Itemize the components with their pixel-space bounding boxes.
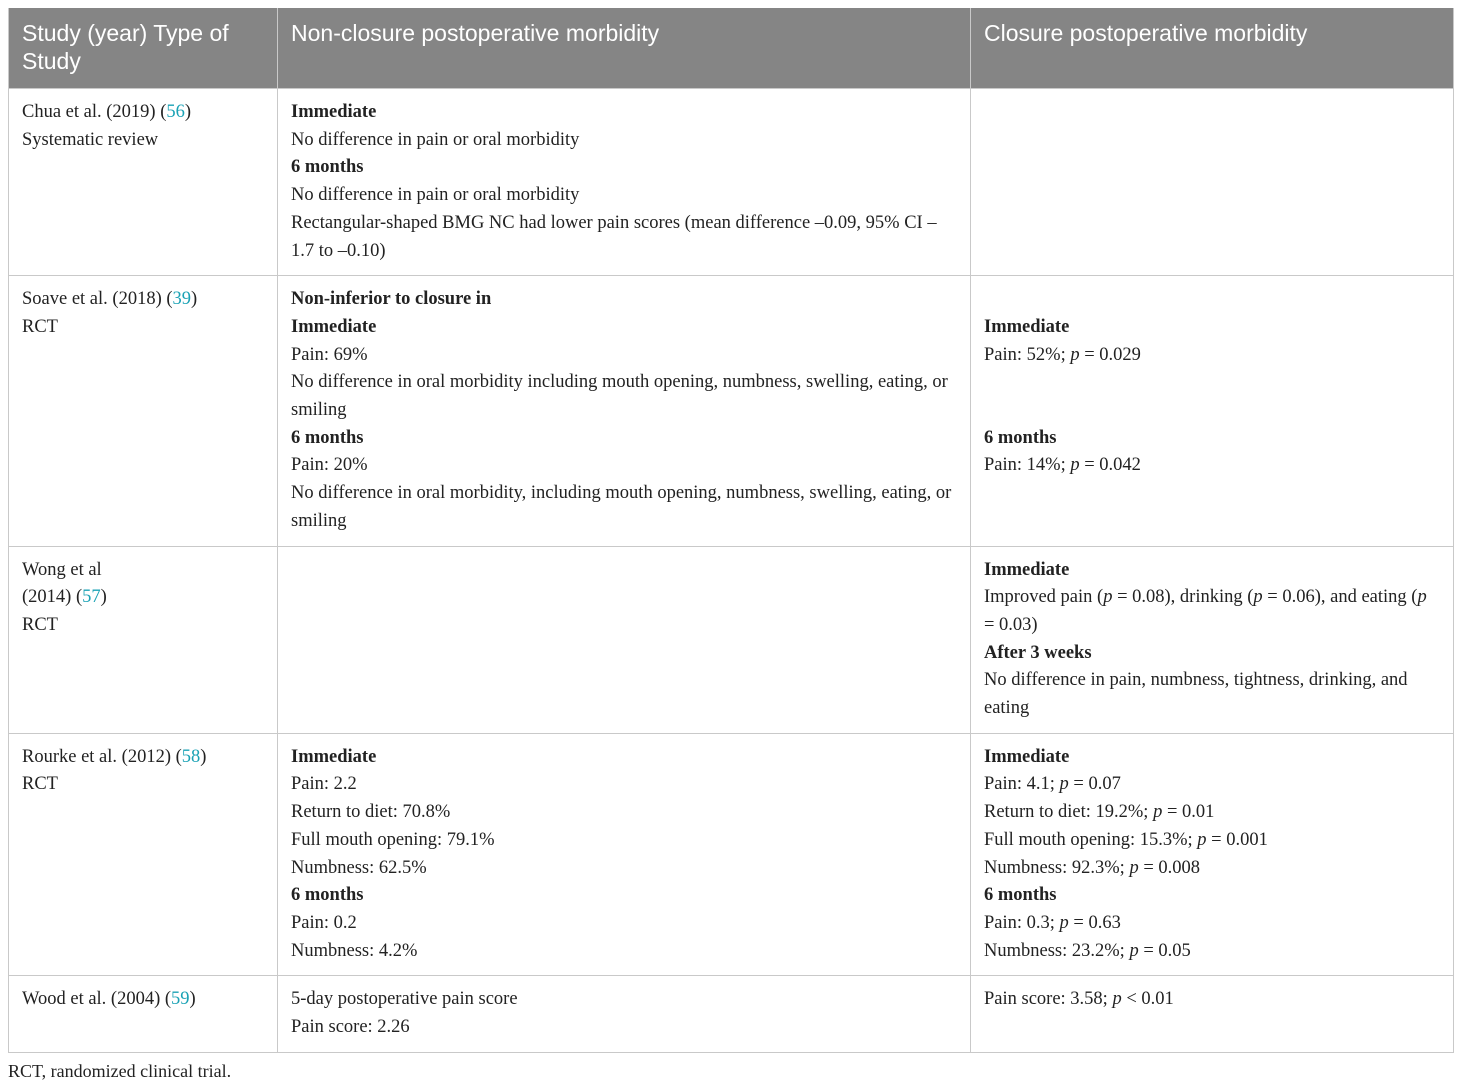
table-row bbox=[9, 276, 1454, 546]
timepoint-heading: Immediate bbox=[291, 316, 377, 337]
timepoint-heading: After 3 weeks bbox=[984, 642, 1092, 663]
header-study: Study (year) Type of Study bbox=[9, 8, 278, 89]
timepoint-heading: 6 months bbox=[984, 427, 1057, 448]
closure-cell bbox=[971, 89, 1454, 276]
study-cell: Rourke et al. (2012) (58) RCT bbox=[9, 733, 278, 976]
timepoint-heading: 6 months bbox=[291, 157, 364, 178]
study-type: RCT bbox=[22, 774, 58, 795]
closure-cell: Immediate Pain: 4.1; p = 0.07 Return to diet: 19.2%; p = 0.01 Full mouth opening: 15.3%; p = 0.001 Numbness: 92.3%; p = 0.008 6 months Pain: 0.3; p = 0.63 Numbness: 23.2%; p = 0.05 bbox=[971, 733, 1454, 976]
timepoint-heading: Immediate bbox=[984, 316, 1070, 337]
header-non-closure: Non-closure postoperative morbidity bbox=[278, 8, 971, 89]
table-footnote: RCT, randomized clinical trial. bbox=[8, 1060, 232, 1081]
study-type: Systematic review bbox=[22, 129, 159, 150]
reference-link[interactable]: 59 bbox=[171, 989, 190, 1010]
study-cell: Wood et al. (2004) (59) bbox=[9, 976, 278, 1052]
study-cell: Wong et al (2014) (57) RCT bbox=[9, 546, 278, 733]
timepoint-heading: 6 months bbox=[291, 427, 364, 448]
table-row bbox=[9, 976, 1454, 1052]
study-cell: Chua et al. (2019) (56) Systematic review bbox=[9, 89, 278, 276]
non-closure-cell: Non-inferior to closure in Immediate Pain: 69% No difference in oral morbidity including mouth opening, numbness, swelling, eating, or smiling 6 months Pain: 20% No difference in oral morbidity, including mouth opening, numbness, swelling, eating, or smiling bbox=[278, 276, 971, 546]
table-container bbox=[8, 8, 1453, 1083]
header-closure: Closure postoperative morbidity bbox=[971, 8, 1454, 89]
non-closure-cell: Immediate Pain: 2.2 Return to diet: 70.8% Full mouth opening: 79.1% Numbness: 62.5% 6 months Pain: 0.2 Numbness: 4.2% bbox=[278, 733, 971, 976]
reference-link[interactable]: 57 bbox=[82, 587, 101, 608]
non-closure-cell: 5-day postoperative pain score Pain score: 2.26 bbox=[278, 976, 971, 1052]
study-type: RCT bbox=[22, 614, 58, 635]
study-type: RCT bbox=[22, 316, 58, 337]
study-cell: Soave et al. (2018) (39) RCT bbox=[9, 276, 278, 546]
timepoint-heading: Immediate bbox=[291, 746, 377, 767]
timepoint-heading: 6 months bbox=[984, 885, 1057, 906]
table-row bbox=[9, 89, 1454, 276]
closure-cell: Immediate Improved pain (p = 0.08), drinking (p = 0.06), and eating (p = 0.03) After 3 weeks No difference in pain, numbness, tightness, drinking, and eating bbox=[971, 546, 1454, 733]
timepoint-heading: 6 months bbox=[291, 885, 364, 906]
non-closure-cell bbox=[278, 546, 971, 733]
timepoint-heading: Immediate bbox=[291, 102, 377, 122]
morbidity-table bbox=[8, 8, 1454, 1053]
table-row bbox=[9, 733, 1454, 976]
closure-cell: Immediate Pain: 52%; p = 0.029 6 months Pain: 14%; p = 0.042 bbox=[971, 276, 1454, 546]
timepoint-heading: Immediate bbox=[984, 746, 1070, 767]
reference-link[interactable]: 56 bbox=[166, 102, 185, 122]
reference-link[interactable]: 58 bbox=[181, 746, 201, 767]
table-row bbox=[9, 546, 1454, 733]
reference-link[interactable]: 39 bbox=[172, 289, 192, 310]
header-row bbox=[9, 8, 1454, 89]
closure-cell: Pain score: 3.58; p < 0.01 bbox=[971, 976, 1454, 1052]
non-closure-cell: Immediate No difference in pain or oral morbidity 6 months No difference in pain or oral morbidity Rectangular-shaped BMG NC had lower pain scores (mean difference –0.09, 95% CI –1.7 to –0.10) bbox=[278, 89, 971, 276]
timepoint-heading: Immediate bbox=[984, 559, 1070, 580]
